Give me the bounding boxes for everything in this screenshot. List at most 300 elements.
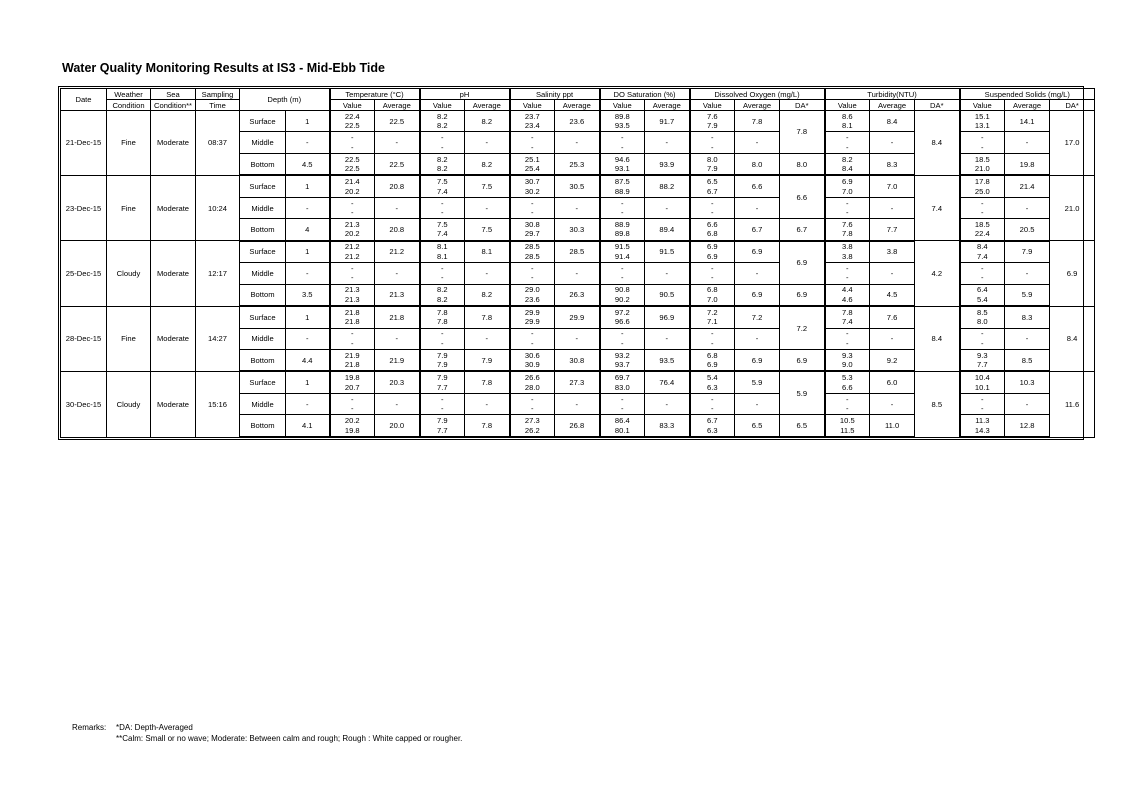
turbidity-average: 8.3 [870, 153, 915, 175]
turbidity-values-2: 11.5 [840, 425, 855, 435]
suspended-solids-values [960, 219, 1005, 241]
salinity-values [510, 328, 555, 349]
header-temperature: Temperature (°C) [330, 89, 420, 100]
do-saturation-values-2: 93.1 [614, 164, 630, 174]
turbidity-values-2: - [846, 404, 849, 414]
do-saturation-values [600, 111, 645, 132]
salinity-values-1: - [531, 263, 534, 273]
do-saturation-values-1: 87.5 [614, 177, 630, 187]
dissolved-oxygen-values-1: 6.7 [707, 416, 718, 426]
dissolved-oxygen-average: - [735, 197, 780, 218]
sea-condition-cell: Moderate [151, 111, 196, 176]
suspended-solids-values-1: - [981, 133, 984, 143]
dissolved-oxygen-values-2: - [711, 404, 714, 414]
dissolved-oxygen-values [690, 371, 735, 393]
do-saturation-values-1: 93.2 [614, 350, 630, 360]
header-time-1: Sampling [196, 89, 240, 100]
turbidity-values [825, 350, 870, 372]
subheader-da: DA* [780, 100, 825, 111]
salinity-values-1: 30.6 [524, 350, 540, 360]
do-saturation-average: 91.5 [645, 241, 690, 263]
temperature-values-2: - [351, 338, 354, 348]
salinity-values [510, 263, 555, 284]
do-saturation-values [600, 241, 645, 263]
do-saturation-values [600, 197, 645, 218]
dissolved-oxygen-average: 7.8 [735, 111, 780, 132]
turbidity-values-1: 4.4 [842, 285, 853, 295]
ph-values-2: 8.2 [437, 121, 448, 131]
salinity-values-1: - [531, 394, 534, 404]
do-saturation-average: 96.9 [645, 306, 690, 328]
do-saturation-values-1: - [621, 394, 624, 404]
ph-values-1: 7.8 [437, 307, 448, 317]
salinity-average: - [555, 328, 600, 349]
turbidity-values [825, 328, 870, 349]
salinity-values-2: 29.7 [524, 229, 540, 239]
ph-values-1: 7.9 [437, 350, 448, 360]
suspended-solids-values-2: 5.4 [977, 294, 988, 304]
sampling-time-cell: 14:27 [196, 306, 240, 371]
salinity-values-1: 25.1 [524, 154, 540, 164]
depth-level-cell: Surface [240, 111, 286, 132]
do-saturation-values-1: 91.5 [614, 242, 630, 252]
turbidity-average: - [870, 132, 915, 153]
temperature-average: - [375, 263, 420, 284]
dissolved-oxygen-average: 6.9 [735, 241, 780, 263]
ph-values-2: 7.7 [437, 382, 448, 392]
turbidity-average: 6.0 [870, 371, 915, 393]
sea-condition-cell: Moderate [151, 306, 196, 371]
suspended-solids-values-1: 18.5 [974, 154, 990, 164]
remark-da: *DA: Depth-Averaged [116, 723, 193, 732]
salinity-values-1: 28.5 [524, 242, 540, 252]
dissolved-oxygen-values [690, 415, 735, 437]
dissolved-oxygen-average: 6.6 [735, 175, 780, 197]
ph-average: - [465, 328, 510, 349]
sampling-time-cell: 10:24 [196, 175, 240, 240]
depth-value-cell: - [286, 197, 330, 218]
salinity-values-2: - [531, 142, 534, 152]
ph-values [420, 219, 465, 241]
sampling-time-cell: 15:16 [196, 371, 240, 437]
suspended-solids-values-2: - [981, 142, 984, 152]
suspended-solids-values [960, 175, 1005, 197]
dissolved-oxygen-values-1: 6.8 [707, 285, 718, 295]
turbidity-da: 8.5 [915, 371, 960, 437]
turbidity-values-1: 5.3 [842, 373, 853, 383]
results-table [60, 88, 1095, 438]
depth-level-cell: Bottom [240, 153, 286, 175]
sampling-time-cell: 12:17 [196, 241, 240, 306]
temperature-average: 20.8 [375, 175, 420, 197]
temperature-values-2: 22.5 [344, 164, 360, 174]
turbidity-average: 9.2 [870, 350, 915, 372]
dissolved-oxygen-values-2: 7.0 [707, 294, 718, 304]
suspended-solids-values-1: 18.5 [974, 219, 990, 229]
temperature-values [330, 328, 375, 349]
table-row [61, 371, 1095, 393]
do-saturation-values-2: 93.5 [614, 121, 630, 131]
ph-average: 7.8 [465, 306, 510, 328]
temperature-values-2: - [351, 273, 354, 283]
subheader-value: Value [510, 100, 555, 111]
turbidity-values [825, 132, 870, 153]
weather-cell: Cloudy [107, 241, 151, 306]
turbidity-values-2: - [846, 208, 849, 218]
salinity-average: 26.8 [555, 415, 600, 437]
salinity-average: 30.8 [555, 350, 600, 372]
temperature-values [330, 284, 375, 306]
do-saturation-values [600, 219, 645, 241]
salinity-values-1: 29.0 [524, 285, 540, 295]
dissolved-oxygen-da-bottom: 8.0 [780, 153, 825, 175]
turbidity-values-1: 8.6 [842, 111, 853, 121]
subheader-average: Average [465, 100, 510, 111]
temperature-values [330, 415, 375, 437]
suspended-solids-values-2: 7.7 [977, 360, 988, 370]
subheader-value: Value [600, 100, 645, 111]
temperature-values-2: - [351, 142, 354, 152]
dissolved-oxygen-values-2: - [711, 208, 714, 218]
do-saturation-values-1: - [621, 198, 624, 208]
dissolved-oxygen-values [690, 175, 735, 197]
ph-average: 7.8 [465, 371, 510, 393]
subheader-average: Average [645, 100, 690, 111]
ph-average: 8.2 [465, 111, 510, 132]
suspended-solids-average: 21.4 [1005, 175, 1050, 197]
turbidity-values [825, 241, 870, 263]
do-saturation-values-2: 90.2 [614, 294, 630, 304]
do-saturation-values-2: - [621, 404, 624, 414]
depth-level-cell: Surface [240, 175, 286, 197]
do-saturation-values [600, 153, 645, 175]
turbidity-values-2: - [846, 338, 849, 348]
ph-values [420, 197, 465, 218]
temperature-average: 21.3 [375, 284, 420, 306]
turbidity-average: 8.4 [870, 111, 915, 132]
salinity-values-1: 27.3 [524, 416, 540, 426]
turbidity-da: 8.4 [915, 306, 960, 371]
temperature-average: 22.5 [375, 153, 420, 175]
salinity-values-2: 25.4 [524, 164, 540, 174]
temperature-values-2: 20.2 [344, 229, 360, 239]
dissolved-oxygen-values [690, 153, 735, 175]
ph-values-1: 8.1 [437, 242, 448, 252]
turbidity-values-2: - [846, 142, 849, 152]
suspended-solids-values-1: 6.4 [977, 285, 988, 295]
dissolved-oxygen-values-2: 7.9 [707, 164, 718, 174]
turbidity-average: 4.5 [870, 284, 915, 306]
do-saturation-average: 90.5 [645, 284, 690, 306]
temperature-values [330, 241, 375, 263]
ph-values [420, 415, 465, 437]
ph-values-1: - [441, 133, 444, 143]
table-row [61, 306, 1095, 328]
temperature-average: 22.5 [375, 111, 420, 132]
dissolved-oxygen-da-bottom: 6.9 [780, 284, 825, 306]
temperature-average: - [375, 393, 420, 414]
depth-level-cell: Bottom [240, 350, 286, 372]
ph-values-1: - [441, 329, 444, 339]
weather-cell: Fine [107, 111, 151, 176]
dissolved-oxygen-da-bottom: 6.5 [780, 415, 825, 437]
salinity-values-2: 28.5 [524, 251, 540, 261]
ph-values [420, 111, 465, 132]
salinity-average: - [555, 197, 600, 218]
sea-condition-cell: Moderate [151, 175, 196, 240]
depth-value-cell: 1 [286, 241, 330, 263]
turbidity-values [825, 284, 870, 306]
depth-value-cell: 1 [286, 371, 330, 393]
subheader-average: Average [735, 100, 780, 111]
dissolved-oxygen-average: - [735, 263, 780, 284]
remark-sea-condition: **Calm: Small or no wave; Moderate: Between calm and rough; Rough : White capped or rougher. [116, 733, 463, 743]
turbidity-average: - [870, 393, 915, 414]
temperature-values-2: 21.3 [344, 294, 360, 304]
suspended-solids-average: 19.8 [1005, 153, 1050, 175]
ph-values [420, 328, 465, 349]
suspended-solids-average: - [1005, 263, 1050, 284]
do-saturation-average: 89.4 [645, 219, 690, 241]
suspended-solids-average: 8.5 [1005, 350, 1050, 372]
temperature-values [330, 219, 375, 241]
suspended-solids-values [960, 350, 1005, 372]
weather-cell: Fine [107, 306, 151, 371]
date-cell: 30-Dec-15 [61, 371, 107, 437]
do-saturation-average: - [645, 263, 690, 284]
temperature-values [330, 350, 375, 372]
salinity-average: 30.3 [555, 219, 600, 241]
salinity-values-2: 30.2 [524, 186, 540, 196]
depth-level-cell: Middle [240, 263, 286, 284]
turbidity-values-2: 4.6 [842, 294, 853, 304]
do-saturation-values-1: 97.2 [614, 307, 630, 317]
suspended-solids-average: - [1005, 132, 1050, 153]
table-row [61, 111, 1095, 132]
salinity-values-1: - [531, 133, 534, 143]
do-saturation-average: 93.9 [645, 153, 690, 175]
ph-values-2: 7.4 [437, 186, 448, 196]
turbidity-average: - [870, 197, 915, 218]
turbidity-values-2: - [846, 273, 849, 283]
suspended-solids-values-2: 14.3 [974, 425, 990, 435]
salinity-values-1: 29.9 [524, 307, 540, 317]
header-sea-2: Condition** [151, 100, 196, 111]
dissolved-oxygen-values [690, 263, 735, 284]
header-sea-1: Sea [151, 89, 196, 100]
dissolved-oxygen-values-2: 6.3 [707, 425, 718, 435]
turbidity-values-1: 9.3 [842, 350, 853, 360]
suspended-solids-values [960, 306, 1005, 328]
depth-value-cell: 4.1 [286, 415, 330, 437]
temperature-average: 21.8 [375, 306, 420, 328]
ph-values [420, 263, 465, 284]
turbidity-da: 8.4 [915, 111, 960, 176]
depth-level-cell: Bottom [240, 415, 286, 437]
subheader-value: Value [420, 100, 465, 111]
salinity-average: 27.3 [555, 371, 600, 393]
suspended-solids-values-2: 13.1 [974, 121, 990, 131]
do-saturation-values-2: 96.6 [614, 317, 630, 327]
ph-values-2: 7.4 [437, 229, 448, 239]
turbidity-values [825, 371, 870, 393]
ph-values-2: - [441, 338, 444, 348]
turbidity-values [825, 111, 870, 132]
suspended-solids-values-1: 15.1 [974, 111, 990, 121]
ph-values-1: 7.9 [437, 416, 448, 426]
ph-average: 7.8 [465, 415, 510, 437]
do-saturation-average: - [645, 132, 690, 153]
do-saturation-average: 93.5 [645, 350, 690, 372]
dissolved-oxygen-values-1: 7.6 [707, 111, 718, 121]
temperature-values-2: 22.5 [344, 121, 360, 131]
salinity-values-1: 30.8 [524, 219, 540, 229]
temperature-values [330, 153, 375, 175]
ph-values-1: - [441, 198, 444, 208]
turbidity-average: 3.8 [870, 241, 915, 263]
dissolved-oxygen-values [690, 197, 735, 218]
dissolved-oxygen-values-2: 6.9 [707, 251, 718, 261]
dissolved-oxygen-values-1: - [711, 394, 714, 404]
dissolved-oxygen-values-2: - [711, 142, 714, 152]
suspended-solids-da: 11.6 [1050, 371, 1095, 437]
temperature-values-1: - [351, 133, 354, 143]
suspended-solids-values-2: 7.4 [977, 251, 988, 261]
dissolved-oxygen-values [690, 219, 735, 241]
dissolved-oxygen-average: 6.7 [735, 219, 780, 241]
suspended-solids-values [960, 132, 1005, 153]
dissolved-oxygen-values-2: 6.7 [707, 186, 718, 196]
suspended-solids-values [960, 241, 1005, 263]
ph-values-2: - [441, 208, 444, 218]
do-saturation-values-1: - [621, 329, 624, 339]
header-time-2: Time [196, 100, 240, 111]
turbidity-values [825, 263, 870, 284]
remarks-label: Remarks: [72, 723, 107, 732]
do-saturation-average: - [645, 197, 690, 218]
ph-values-2: - [441, 142, 444, 152]
depth-level-cell: Middle [240, 132, 286, 153]
ph-average: 7.5 [465, 219, 510, 241]
ph-average: 7.5 [465, 175, 510, 197]
results-table-frame [58, 86, 1084, 440]
do-saturation-values-2: - [621, 273, 624, 283]
turbidity-values-1: 6.9 [842, 177, 853, 187]
dissolved-oxygen-values [690, 284, 735, 306]
ph-values-2: 8.1 [437, 251, 448, 261]
salinity-values-2: 26.2 [524, 425, 540, 435]
do-saturation-values-2: 91.4 [614, 251, 630, 261]
do-saturation-values [600, 263, 645, 284]
suspended-solids-values-2: - [981, 338, 984, 348]
dissolved-oxygen-da: 6.9 [780, 241, 825, 284]
suspended-solids-values [960, 328, 1005, 349]
dissolved-oxygen-values [690, 111, 735, 132]
salinity-values-2: - [531, 273, 534, 283]
dissolved-oxygen-da: 7.2 [780, 306, 825, 349]
header-weather-1: Weather [107, 89, 151, 100]
ph-values-1: 8.2 [437, 154, 448, 164]
temperature-values-2: 21.2 [344, 251, 360, 261]
ph-values-1: 7.5 [437, 177, 448, 187]
ph-values-1: 8.2 [437, 285, 448, 295]
depth-level-cell: Bottom [240, 284, 286, 306]
turbidity-values [825, 175, 870, 197]
do-saturation-values-2: - [621, 142, 624, 152]
date-cell: 23-Dec-15 [61, 175, 107, 240]
subheader-average: Average [870, 100, 915, 111]
salinity-values [510, 197, 555, 218]
table-row [61, 241, 1095, 263]
depth-value-cell: 1 [286, 306, 330, 328]
temperature-values [330, 197, 375, 218]
turbidity-values [825, 415, 870, 437]
dissolved-oxygen-values-2: 6.8 [707, 229, 718, 239]
header-depth: Depth (m) [240, 89, 330, 111]
header-date: Date [61, 89, 107, 111]
salinity-values-1: 30.7 [524, 177, 540, 187]
subheader-average: Average [1005, 100, 1050, 111]
turbidity-values-1: 10.5 [839, 416, 855, 426]
salinity-values [510, 393, 555, 414]
suspended-solids-average: - [1005, 393, 1050, 414]
salinity-values [510, 111, 555, 132]
dissolved-oxygen-average: 6.9 [735, 284, 780, 306]
do-saturation-average: 88.2 [645, 175, 690, 197]
suspended-solids-average: 20.5 [1005, 219, 1050, 241]
suspended-solids-values-1: 8.4 [977, 242, 988, 252]
salinity-values-2: - [531, 338, 534, 348]
temperature-average: - [375, 132, 420, 153]
sampling-time-cell: 08:37 [196, 111, 240, 176]
suspended-solids-values [960, 284, 1005, 306]
suspended-solids-average: 10.3 [1005, 371, 1050, 393]
suspended-solids-values-2: 22.4 [974, 229, 990, 239]
salinity-values [510, 371, 555, 393]
ph-values [420, 241, 465, 263]
temperature-values-1: - [351, 394, 354, 404]
salinity-average: 23.6 [555, 111, 600, 132]
turbidity-average: 7.6 [870, 306, 915, 328]
suspended-solids-da: 17.0 [1050, 111, 1095, 176]
suspended-solids-values-2: - [981, 404, 984, 414]
do-saturation-values-1: 88.9 [614, 219, 630, 229]
do-saturation-values-2: - [621, 208, 624, 218]
salinity-average: - [555, 263, 600, 284]
depth-level-cell: Middle [240, 328, 286, 349]
do-saturation-values [600, 328, 645, 349]
salinity-values [510, 241, 555, 263]
salinity-values [510, 132, 555, 153]
temperature-values-1: 21.4 [344, 177, 360, 187]
depth-value-cell: 4.5 [286, 153, 330, 175]
ph-values-1: 7.5 [437, 219, 448, 229]
do-saturation-values-2: 88.9 [614, 186, 630, 196]
depth-level-cell: Surface [240, 306, 286, 328]
salinity-values-1: 23.7 [524, 111, 540, 121]
turbidity-average: - [870, 328, 915, 349]
temperature-values-2: 21.8 [344, 360, 360, 370]
do-saturation-average: 83.3 [645, 415, 690, 437]
sea-condition-cell: Moderate [151, 241, 196, 306]
temperature-values-1: - [351, 329, 354, 339]
dissolved-oxygen-values [690, 132, 735, 153]
temperature-values-1: 21.9 [344, 350, 360, 360]
suspended-solids-average: 12.8 [1005, 415, 1050, 437]
suspended-solids-values-2: - [981, 208, 984, 218]
suspended-solids-values [960, 153, 1005, 175]
ph-average: - [465, 393, 510, 414]
